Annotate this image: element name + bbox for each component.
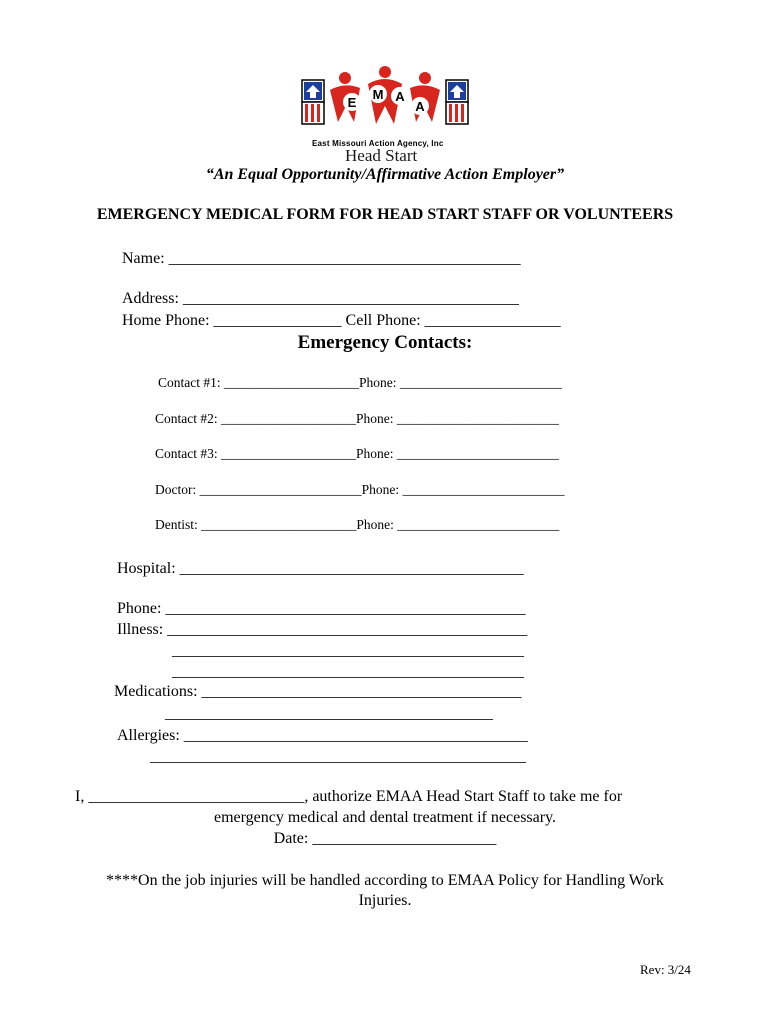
address-field[interactable]: Address: __________________________________________ [122,290,519,307]
doctor-row[interactable]: Doctor: ________________________Phone: ________________________ [155,482,565,497]
contact-row[interactable]: Contact #2: ____________________Phone: ________________________ [155,411,559,426]
illness-continuation[interactable]: ____________________________________________ [172,663,524,680]
logo-letter: A [395,89,405,104]
emaa-logo-graphic [290,66,480,146]
dentist-row[interactable]: Dentist: _______________________Phone: ________________________ [155,517,560,532]
injury-note: ****On the job injuries will be handled according to EMAA Policy for Handling Work [106,872,664,889]
allergies-continuation[interactable]: _______________________________________________ [150,748,526,765]
hospital-field[interactable]: Hospital: ___________________________________________ [117,560,524,577]
tagline: “An Equal Opportunity/Affirmative Action Employer” [205,166,565,183]
logo-org-name: East Missouri Action Agency, Inc [312,139,444,148]
illness-continuation[interactable]: ____________________________________________ [172,642,524,659]
logo-letter: A [415,99,425,114]
contact-row[interactable]: Contact #1: ____________________Phone: ________________________ [158,375,562,390]
medications-continuation[interactable]: _________________________________________ [165,705,493,722]
revision-label: Rev: 3/24 [640,962,691,977]
injury-note-continuation: Injuries. [358,892,412,909]
logo-letter: E [347,95,357,110]
date-field[interactable]: Date: _______________________ [273,830,497,847]
logo-letter: M [372,87,384,102]
medications-field[interactable]: Medications: ________________________________________ [114,683,522,700]
hospital-phone-field[interactable]: Phone: _____________________________________________ [117,600,526,617]
contact-row[interactable]: Contact #3: ____________________Phone: ________________________ [155,446,559,461]
authorization-line[interactable]: I, ___________________________, authorize EMAA Head Start Staff to take me for [75,788,623,805]
logo-program-name: Head Start [345,146,418,165]
illness-field[interactable]: Illness: _____________________________________________ [117,621,528,638]
allergies-field[interactable]: Allergies: ___________________________________________ [117,727,528,744]
form-title: EMERGENCY MEDICAL FORM FOR HEAD START STAFF OR VOLUNTEERS [96,206,674,223]
phone-fields[interactable]: Home Phone: ________________ Cell Phone: _________________ [122,312,561,329]
right-block-icon [446,80,468,124]
name-field[interactable]: Name: ____________________________________________ [122,250,521,267]
emergency-contacts-heading: Emergency Contacts: [297,332,473,353]
authorization-text: emergency medical and dental treatment if necessary. [213,809,557,826]
left-block-icon [302,80,324,124]
